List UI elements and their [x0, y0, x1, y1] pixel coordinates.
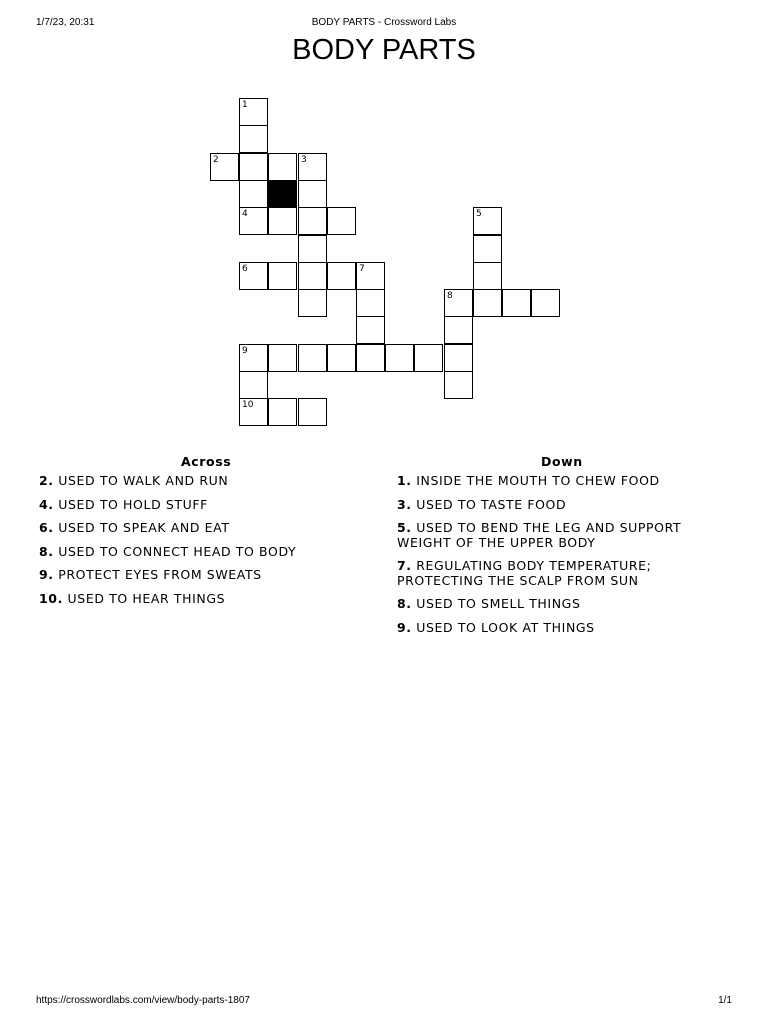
- grid-cell: [268, 262, 297, 290]
- across-clue: [39, 592, 369, 607]
- grid-cell: [239, 398, 268, 426]
- across-clue: [39, 545, 369, 560]
- across-clue: [39, 474, 369, 489]
- grid-cell: [385, 344, 414, 372]
- grid-cell: [444, 316, 473, 344]
- grid-cell: [473, 207, 502, 235]
- page-number: 1/1: [718, 995, 732, 1006]
- grid-cell: [298, 262, 327, 290]
- clue-text: REGULATING BODY TEMPERATURE; PROTECTING THE SCALP FROM SUN: [397, 558, 652, 588]
- down-heading: Down: [541, 454, 583, 469]
- clue-text: USED TO HEAR THINGS: [67, 590, 226, 606]
- clue-text: USED TO WALK AND RUN: [58, 473, 229, 488]
- grid-cell: [298, 180, 327, 208]
- clue-text: USED TO HOLD STUFF: [58, 496, 208, 512]
- clue-number: 8.: [397, 596, 412, 611]
- grid-cell: [444, 344, 473, 372]
- cell-number: 6: [242, 264, 248, 274]
- down-clue: [397, 474, 717, 489]
- grid-cell: [531, 289, 560, 317]
- print-page-title: BODY PARTS - Crossword Labs: [311, 17, 457, 28]
- grid-cell: [298, 344, 327, 372]
- down-clue: [397, 559, 717, 588]
- grid-cell: [239, 153, 268, 181]
- cell-number: 3: [301, 155, 307, 165]
- grid-cell: [268, 344, 297, 372]
- grid-cell: [239, 98, 268, 126]
- down-clue: [397, 521, 717, 550]
- grid-cell: [356, 289, 385, 317]
- across-clue: [39, 568, 369, 583]
- clue-text: USED TO SMELL THINGS: [416, 596, 581, 611]
- clue-text: USED TO SPEAK AND EAT: [58, 520, 230, 535]
- grid-cell: [298, 398, 327, 426]
- grid-cell: [298, 153, 327, 181]
- cell-number: 4: [242, 209, 248, 219]
- clue-number: 2.: [39, 473, 54, 488]
- clue-number: 8.: [39, 543, 54, 559]
- clue-text: USED TO LOOK AT THINGS: [416, 619, 595, 635]
- down-clue-list: [397, 474, 717, 644]
- grid-cell: [239, 262, 268, 290]
- clue-number: 9.: [397, 619, 412, 635]
- clue-number: 3.: [397, 496, 412, 512]
- clue-number: 7.: [397, 558, 412, 573]
- grid-cell: [210, 153, 239, 181]
- grid-block: [268, 180, 297, 208]
- grid-cell: [268, 207, 297, 235]
- down-clue: [397, 621, 717, 636]
- page-url: https://crosswordlabs.com/view/body-parts-1807: [36, 995, 250, 1006]
- crossword-grid: [0, 0, 768, 440]
- cell-number: 9: [242, 346, 248, 356]
- grid-cell: [473, 289, 502, 317]
- grid-cell: [356, 262, 385, 290]
- cell-number: 2: [213, 155, 219, 165]
- cell-number: 10: [242, 400, 254, 410]
- grid-cell: [239, 180, 268, 208]
- grid-cell: [502, 289, 531, 317]
- grid-cell: [239, 207, 268, 235]
- grid-cell: [473, 235, 502, 263]
- grid-cell: [298, 207, 327, 235]
- puzzle-title: BODY PARTS: [292, 34, 476, 66]
- down-clue: [397, 498, 717, 513]
- grid-cell: [327, 344, 356, 372]
- grid-cell: [356, 344, 385, 372]
- grid-cell: [356, 316, 385, 344]
- down-clue: [397, 597, 717, 612]
- print-datetime: 1/7/23, 20:31: [36, 17, 95, 28]
- grid-cell: [239, 371, 268, 399]
- clue-number: 5.: [397, 520, 412, 535]
- grid-cell: [444, 371, 473, 399]
- grid-cell: [298, 289, 327, 317]
- cell-number: 8: [447, 291, 453, 301]
- grid-cell: [444, 289, 473, 317]
- across-clue: [39, 498, 369, 513]
- clue-text: PROTECT EYES FROM SWEATS: [58, 567, 262, 582]
- grid-cell: [268, 398, 297, 426]
- clue-text: INSIDE THE MOUTH TO CHEW FOOD: [416, 473, 660, 488]
- across-clue-list: [39, 474, 369, 615]
- clue-number: 4.: [39, 496, 54, 512]
- grid-cell: [414, 344, 443, 372]
- cell-number: 7: [359, 264, 365, 274]
- cell-number: 5: [476, 209, 482, 219]
- clue-text: USED TO CONNECT HEAD TO BODY: [58, 543, 297, 559]
- grid-cell: [473, 262, 502, 290]
- clue-number: 6.: [39, 520, 54, 535]
- grid-cell: [327, 207, 356, 235]
- clue-text: USED TO BEND THE LEG AND SUPPORT WEIGHT OF THE UPPER BODY: [397, 520, 682, 550]
- grid-cell: [327, 262, 356, 290]
- clue-text: USED TO TASTE FOOD: [416, 496, 567, 512]
- across-heading: Across: [181, 454, 232, 469]
- grid-cell: [268, 153, 297, 181]
- grid-cell: [239, 344, 268, 372]
- across-clue: [39, 521, 369, 536]
- clue-number: 9.: [39, 567, 54, 582]
- grid-cell: [239, 125, 268, 153]
- clue-number: 10.: [39, 590, 63, 606]
- clue-number: 1.: [397, 473, 412, 488]
- grid-cell: [298, 235, 327, 263]
- cell-number: 1: [242, 100, 248, 110]
